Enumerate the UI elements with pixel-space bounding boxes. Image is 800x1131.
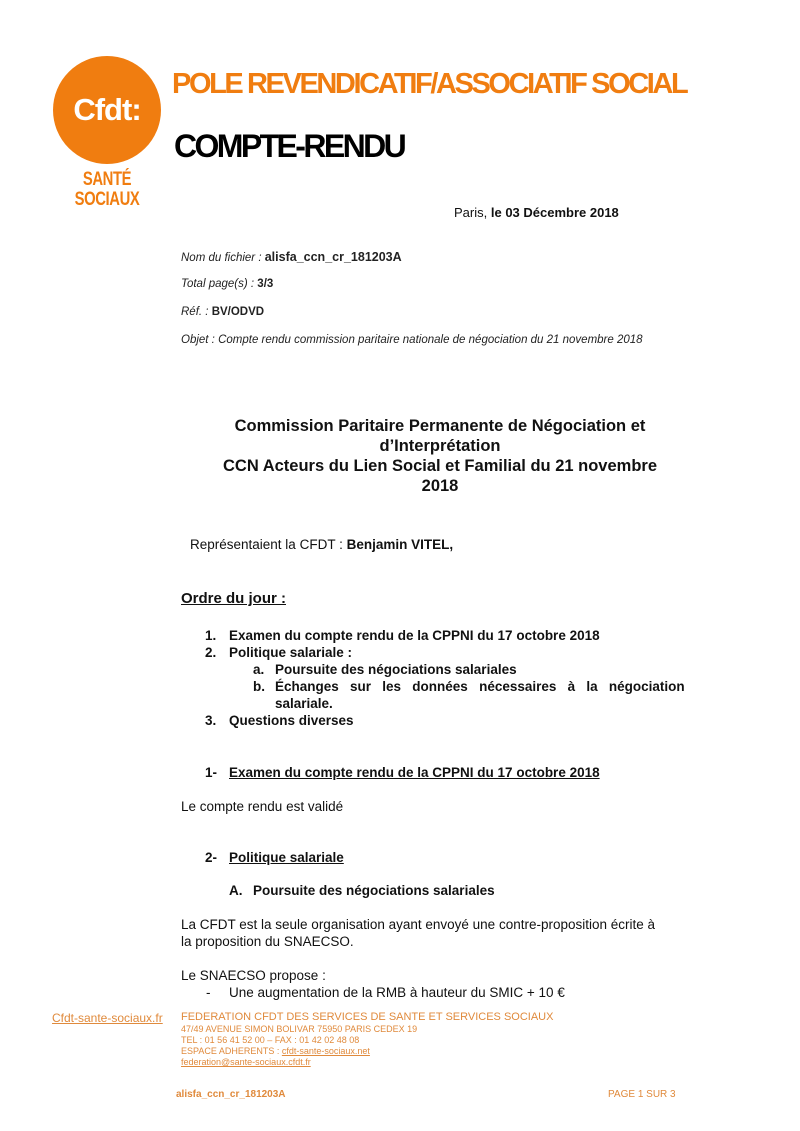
date-place: Paris, xyxy=(454,205,488,220)
commission-line3: CCN Acteurs du Lien Social et Familial du 21 novembre xyxy=(223,457,657,475)
agenda-subitem-text: Échanges sur les données nécessaires à la négociation xyxy=(275,679,685,694)
section-heading-2 xyxy=(205,850,344,865)
agenda-item: 1. xyxy=(205,628,217,643)
representative xyxy=(190,537,453,552)
footer-email-link[interactable]: federation@sante-sociaux.cfdt.fr xyxy=(181,1057,311,1067)
meta-filename xyxy=(181,250,402,264)
section-title: Examen du compte rendu de la CPPNI du 17 octobre 2018 xyxy=(229,765,600,780)
agenda-title: Ordre du jour : xyxy=(181,590,286,607)
agenda-subitem-text: Poursuite des négociations salariales xyxy=(275,662,517,677)
section-heading-1 xyxy=(205,765,600,780)
footer-filename: alisfa_ccn_cr_181203A xyxy=(176,1089,286,1100)
footer-page-number: PAGE 1 SUR 3 xyxy=(608,1089,676,1100)
footer-address-block xyxy=(181,1011,553,1068)
agenda-list xyxy=(0,627,800,737)
agenda-subitem: b. xyxy=(253,679,265,694)
agenda-subitem: a. xyxy=(253,662,265,677)
pages-value: 3/3 xyxy=(257,278,274,290)
section-1-body: Le compte rendu est validé xyxy=(181,799,344,814)
agenda-item: 2. xyxy=(205,645,217,660)
meta-ref xyxy=(181,306,264,318)
cfdt-logo xyxy=(53,56,163,210)
commission-line2: d’Interprétation xyxy=(379,437,501,455)
meta-pages xyxy=(181,278,273,290)
subsection-num: A. xyxy=(229,883,243,898)
commission-title xyxy=(180,416,700,496)
commission-line1: Commission Paritaire Permanente de Négociation et xyxy=(234,417,646,435)
agenda-subitem-text-cont: salariale. xyxy=(275,696,333,711)
date-line xyxy=(454,205,619,220)
pole-title: POLE REVENDICATIF/ASSOCIATIF SOCIAL xyxy=(172,68,687,100)
filename-value: alisfa_ccn_cr_181203A xyxy=(264,250,402,264)
rep-label: Représentaient la CFDT : xyxy=(190,537,343,552)
logo-line1: SANTÉ xyxy=(82,169,132,190)
footer-espace-label: ESPACE ADHERENTS : xyxy=(181,1046,280,1056)
agenda-item-text: Examen du compte rendu de la CPPNI du 17 octobre 2018 xyxy=(229,628,600,643)
subsection-title: Poursuite des négociations salariales xyxy=(253,883,495,898)
footer-espace xyxy=(181,1046,553,1057)
paragraph-1-line1: La CFDT est la seule organisation ayant envoyé une contre-proposition écrite à xyxy=(181,917,656,932)
date-value: le 03 Décembre 2018 xyxy=(490,205,619,220)
logo-line2: SOCIAUX xyxy=(74,189,140,210)
footer-espace-link[interactable]: cfdt-sante-sociaux.net xyxy=(281,1046,370,1056)
footer-address: 47/49 AVENUE SIMON BOLIVAR 75950 PARIS CEDEX 19 xyxy=(181,1024,418,1034)
paragraph-2: Le SNAECSO propose : xyxy=(181,968,326,983)
logo-text: Cfdt: xyxy=(73,92,141,127)
bullet-dash: - xyxy=(206,985,211,1000)
footer-website-link[interactable]: Cfdt-sante-sociaux.fr xyxy=(52,1011,163,1025)
document-title: COMPTE-RENDU xyxy=(174,128,405,164)
pages-label: Total page(s) : xyxy=(181,278,255,290)
rep-name: Benjamin VITEL, xyxy=(346,537,454,552)
paragraph-1 xyxy=(181,916,655,950)
object-text: Objet : Compte rendu commission paritaire nationale de négociation du 21 novembre 2018 xyxy=(181,334,643,346)
bullet-item-1: Une augmentation de la RMB à hauteur du SMIC + 10 € xyxy=(229,985,565,1000)
ref-label: Réf. : xyxy=(181,306,209,318)
ref-value: BV/ODVD xyxy=(211,306,265,318)
meta-object xyxy=(181,334,643,346)
agenda-item-text: Questions diverses xyxy=(229,713,354,728)
section-num: 2- xyxy=(205,850,218,865)
section-title: Politique salariale xyxy=(229,850,344,865)
footer-phone: TEL : 01 56 41 52 00 – FAX : 01 42 02 48 08 xyxy=(181,1035,360,1045)
footer-federation: FEDERATION CFDT DES SERVICES DE SANTE ET SERVICES SOCIAUX xyxy=(181,1011,554,1023)
subsection-heading-a xyxy=(229,883,495,898)
agenda-item-text: Politique salariale : xyxy=(229,645,353,660)
logo-circle xyxy=(53,56,161,164)
commission-line4: 2018 xyxy=(421,477,459,495)
filename-label: Nom du fichier : xyxy=(181,252,262,264)
section-num: 1- xyxy=(205,765,218,780)
agenda-item: 3. xyxy=(205,713,217,728)
paragraph-1-line2: la proposition du SNAECSO. xyxy=(181,934,354,949)
